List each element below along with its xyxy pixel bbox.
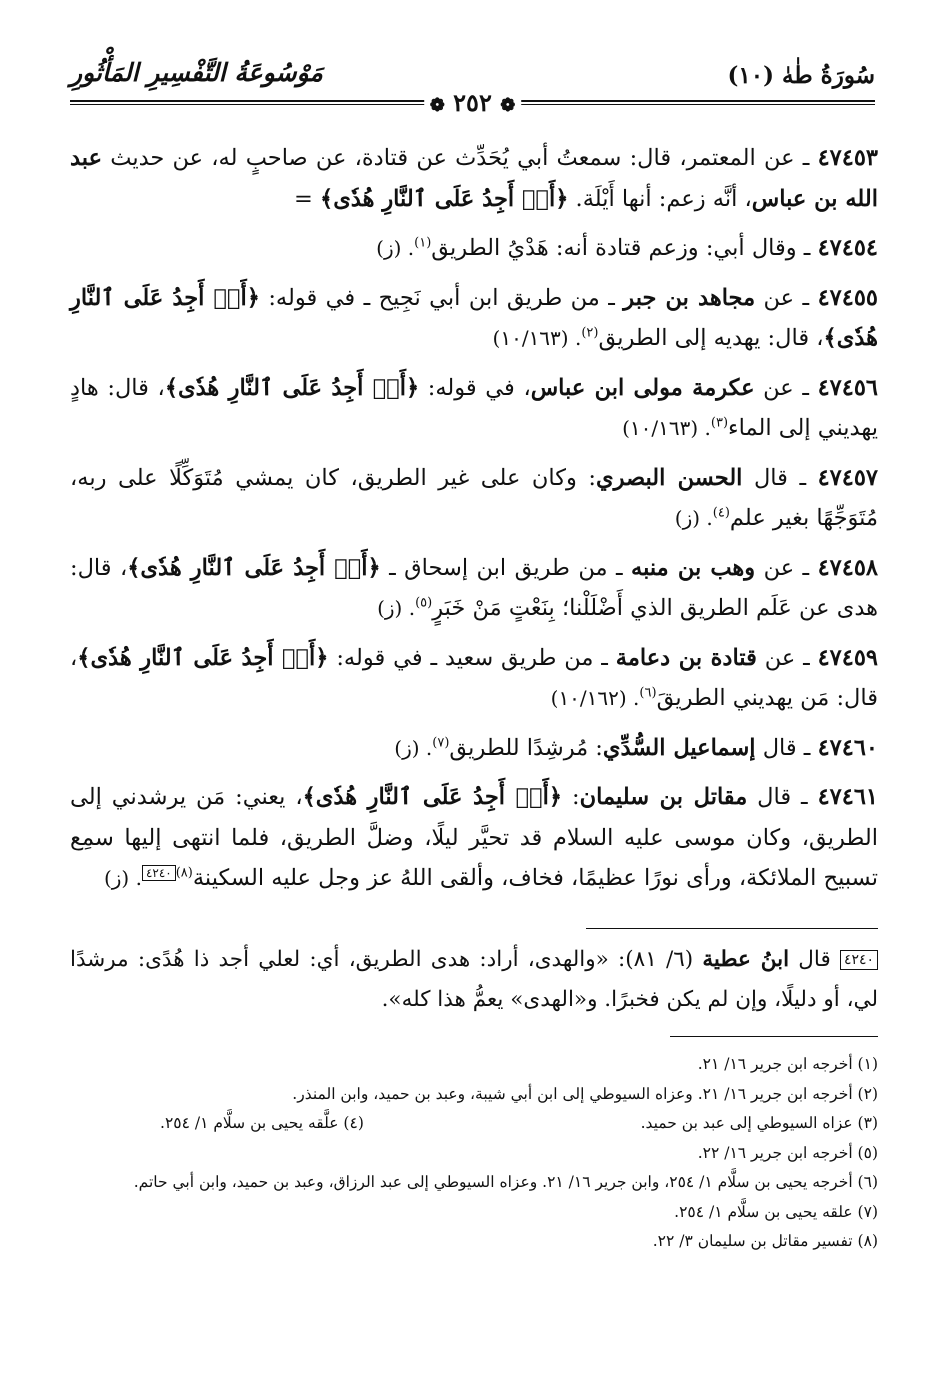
entry-text: ، في قوله: (419, 374, 531, 401)
narrator: مجاهد بن جبر (623, 284, 756, 311)
commentary-number: ٤٢٤٠ (840, 950, 878, 970)
footnote-separator (670, 1036, 878, 1037)
footnote-ref[interactable]: (٧) (432, 735, 450, 750)
entry-text: ـ عن المعتمر، قال: سمعتُ أبي يُحَدِّث عن قتادة، عن صاحبٍ له، عن حديث (102, 145, 818, 171)
entry-text: : مُرشِدًا للطريق (449, 734, 603, 761)
footnote-ref[interactable]: (٦) (639, 685, 657, 701)
entry-number: ٤٧٤٦١ (817, 784, 879, 810)
surah-title: سُورَةُ طٰهٰ (١٠) (727, 62, 875, 89)
entry-text: ، يعني: مَن يرشدني إلى الطريق، وكان موسى عليه السلام قد تحيَّر ليلًا، وضلَّ الطريق، فلما انتهى إليها سمِع تسبيح الملائكة، ورأى نورًا عظيمًا، فخاف، وألقى اللهُ عز وجل عليه السكينة (70, 784, 878, 891)
source-tag: . (ز) (377, 596, 416, 620)
entry-text: ، قال: هدى عن عَلَم الطريق الذي أَضْلَلْنا؛ بِنَعْتٍ مَنْ خَبَرٍ (70, 554, 878, 621)
footnote-ref[interactable]: (٥) (415, 595, 433, 611)
entry-text: ، قال: هادٍ يهديني إلى الماء (70, 374, 878, 441)
quran-verse: ﴿أَوۡ أَجِدُ عَلَى ٱلنَّارِ هُدٗى﴾ (164, 374, 420, 401)
footnote: (٥) أخرجه ابن جرير ١٦/ ٢٢. (697, 1143, 878, 1162)
footnote: (٦) أخرجه يحيى بن سلَّام ١/ ٢٥٤، وابن جرير ١٦/ ٢١. وعزاه السيوطي إلى عبد الرزاق، وعبد بن حميد، وابن أبي حاتم. (133, 1173, 878, 1191)
quran-verse: ﴿أَوۡ أَجِدُ عَلَى ٱلنَّارِ هُدٗى﴾ (302, 784, 563, 810)
entry: ٤٧٤٥٦ ـ عن عكرمة مولى ابن عباس، في قوله: ﴿أَوۡ أَجِدُ عَلَى ٱلنَّارِ هُدٗى﴾، قال: هادٍ يهديني إلى الماء$^{(٣)}$. (١٠/١٦٣) (70, 374, 879, 441)
entry: ٤٧٤٦٠ ـ قال إسماعيل السُّدِّي: مُرشِدًا للطريق$^{(٧)}$. (ز) (394, 734, 878, 761)
entry-text: ، قال: يهديه إلى الطريق (598, 325, 824, 351)
narrator: عبد الله بن عباس (70, 145, 878, 212)
commentary-note: ٤٢٤٠ قال ابنُ عطية (٦/ ٨١): «والهدى، أراد: هدى الطريق، أي: لعلي أجد ذا هُدًى: مرشدًا لي، أو دليلًا، وإن لم يكن فخبرًا. و«الهدى» يعمُّ هذا كله». (70, 947, 878, 1012)
narrator: عكرمة مولى ابن عباس (530, 374, 755, 401)
narrator: مقاتل بن سليمان (579, 784, 748, 810)
quran-verse: ﴿أَوۡ أَجِدُ عَلَى ٱلنَّارِ هُدٗى﴾ (70, 284, 878, 351)
quran-verse: ﴿أَوۡ أَجِدُ عَلَى ٱلنَّارِ هُدٗى﴾ (77, 644, 329, 671)
source-tag: . (١٠/١٦٢) (550, 686, 640, 710)
entry-text: = (294, 185, 321, 212)
quran-verse: ﴿أَوۡ أَجِدُ عَلَى ٱلنَّارِ هُدٗى﴾ (320, 185, 569, 212)
commentator: ابنُ عطية (702, 947, 790, 972)
entry-text: : وكان على غير الطريق، كان يمشي مُتَوَكِّلًا على ربه، مُتَوَجِّهًا بغير علم (70, 464, 878, 531)
entry-number: ٤٧٤٥٥ (817, 284, 878, 311)
footnote-ref[interactable]: (٨) (175, 865, 193, 881)
entry-number: ٤٧٤٥٤ (817, 235, 878, 261)
entry-text: ـ وقال أبي: وزعم قتادة أنه: هَدْيُ الطريق (431, 235, 818, 261)
entry-number: ٤٧٤٥٦ (817, 374, 879, 401)
running-header (70, 58, 875, 117)
entry: ٤٧٤٥٩ ـ عن قتادة بن دعامة ـ من طريق سعيد ـ في قوله: ﴿أَوۡ أَجِدُ عَلَى ٱلنَّارِ هُدٗى﴾، قال: مَن يهديني الطريقَ$^{(٦)}$. (١٠/١٦٢) (70, 644, 878, 711)
entry-number: ٤٧٤٦٠ (817, 734, 878, 761)
entry: ٤٧٤٥٧ ـ قال الحسن البصري: وكان على غير الطريق، كان يمشي مُتَوَكِّلًا على ربه، مُتَوَجِّهًا بغير علم$^{(٤)}$. (ز) (70, 464, 878, 531)
source-tag: . (١٠/١٦٣) (492, 326, 582, 350)
footnote-ref[interactable]: (٣) (710, 415, 729, 431)
commentary-separator (586, 928, 878, 929)
entry-number: ٤٧٤٥٨ (817, 554, 879, 581)
entry-number: ٤٧٤٥٩ (817, 644, 878, 671)
commentary-ref[interactable]: ٤٢٤٠ (142, 865, 176, 881)
page-number: ❁ ٢٥٢ ❁ (424, 88, 522, 117)
footnote-ref[interactable]: (١) (414, 235, 432, 251)
entry-text: ـ من طريق ابن إسحاق ـ (380, 554, 632, 581)
entry: ٤٧٤٥٨ ـ عن وهب بن منبه ـ من طريق ابن إسحاق ـ ﴿أَوۡ أَجِدُ عَلَى ٱلنَّارِ هُدٗى﴾، قال: هدى عن عَلَم الطريق الذي أَضْلَلْنا؛ بِنَعْتٍ مَنْ خَبَرٍ$^{(٥)}$. (ز) (70, 554, 879, 621)
narrator: إسماعيل السُّدِّي (602, 734, 756, 761)
entry (70, 138, 878, 219)
footnote: (٤) علَّقه يحيى بن سلَّام ١/ ٢٥٤. (160, 1114, 364, 1132)
commentary-text: (٦/ ٨١): «والهدى، أراد: هدى الطريق، أي: لعلي أجد ذا هُدًى: مرشدًا لي، أو دليلًا، وإن لم يكن فخبرًا. و«الهدى» يعمُّ هذا كله». (70, 947, 878, 1012)
entry-text: ، قال: مَن يهديني الطريقَ (70, 644, 878, 711)
footnote-row (70, 1109, 878, 1139)
narrator: الحسن البصري (595, 464, 743, 491)
source-tag: . (ز) (674, 506, 713, 530)
entry-text: : (562, 784, 580, 810)
footnote: (٣) عزاه السيوطي إلى عبد بن حميد. (640, 1114, 878, 1132)
source-tag: . (ز) (394, 735, 433, 760)
entries-list (70, 138, 878, 899)
entry-text: ـ من طريق ابن أبي نَجِيح ـ في قوله: (259, 284, 624, 311)
ornament-icon: ❁ (500, 95, 516, 116)
entry-text: ، أنَّه زعم: أنها أَيْلَة. (568, 185, 752, 212)
source-tag: . (ز) (376, 236, 415, 260)
source-tag: . (ز) (103, 866, 142, 890)
ornament-icon: ❁ (429, 95, 445, 116)
footnotes (70, 1050, 878, 1257)
footnote-ref[interactable]: (٢) (581, 325, 599, 341)
entry (70, 228, 878, 269)
entry-number: ٤٧٤٥٧ (817, 464, 878, 491)
narrator: وهب بن منبه (631, 554, 756, 581)
book-title: مَوْسُوعَةُ التَّفْسِيرِ المَأْثُورِ (70, 58, 323, 87)
footnote: (٨) تفسير مقاتل بن سليمان ٣/ ٢٢. (652, 1232, 878, 1250)
narrator: قتادة بن دعامة (615, 644, 757, 671)
quran-verse: ﴿أَوۡ أَجِدُ عَلَى ٱلنَّارِ هُدٗى﴾ (127, 554, 381, 581)
entry: ٤٧٤٥٥ ـ عن مجاهد بن جبر ـ من طريق ابن أبي نَجِيح ـ في قوله: ﴿أَوۡ أَجِدُ عَلَى ٱلنَّارِ هُدٗى﴾، قال: يهديه إلى الطريق$^{(٢)}$. (١٠/١٦٣) (70, 284, 878, 351)
entry-text: ـ من طريق سعيد ـ في قوله: (328, 644, 616, 671)
footnote-ref[interactable]: (٤) (712, 505, 730, 521)
footnote: (٢) أخرجه ابن جرير ١٦/ ٢١. وعزاه السيوطي إلى ابن أبي شيبة، وعبد بن حميد، وابن المنذر. (292, 1084, 878, 1103)
footnote: (٧) علقه يحيى بن سلَّام ١/ ٢٥٤. (674, 1202, 878, 1221)
entry: ٤٧٤٦١ ـ قال مقاتل بن سليمان: ﴿أَوۡ أَجِدُ عَلَى ٱلنَّارِ هُدٗى﴾، يعني: مَن يرشدني إلى الطريق، وكان موسى عليه السلام قد تحيَّر ليلًا، وضلَّ الطريق، فلما انتهى إليها سمِع تسبيح الملائكة، ورأى نورًا عظيمًا، فخاف، وألقى اللهُ عز وجل عليه السكينة$^{(٨)}$٤٢٤٠. (ز) (70, 784, 879, 891)
footnote: (١) أخرجه ابن جرير ١٦/ ٢١. (697, 1055, 878, 1073)
entry-number: ٤٧٤٥٣ (817, 145, 879, 171)
source-tag: . (١٠/١٦٣) (622, 416, 711, 440)
